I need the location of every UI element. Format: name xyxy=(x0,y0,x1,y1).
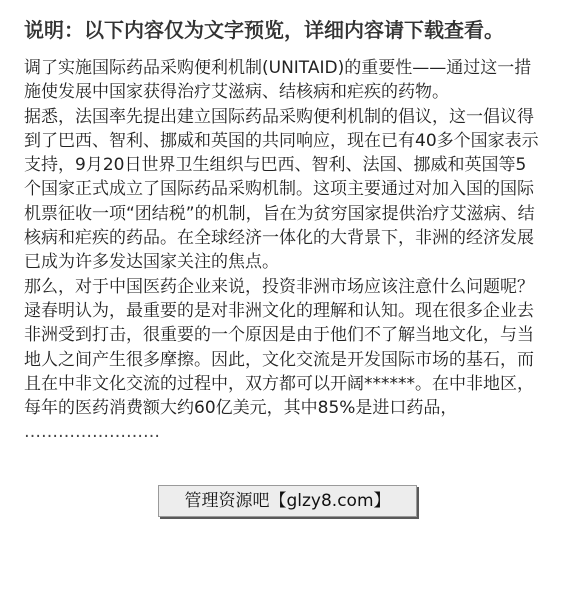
article-ellipsis: …………………… xyxy=(24,422,160,443)
article-paragraph-4: 逯春明认为，最重要的是对非洲文化的理解和认知。现在很多企业去非洲受到打击，很重要的一个原因是由于他们不了解当地文化，与当地人之间产生很多摩擦。因此，文化交流是开发国际市场的基石，而且在中非文化交流的过程中，双方都可以开阔******。在中非地区，每年的医药消费额大约60亿美元，其中85%是进口药品， xyxy=(24,300,534,419)
site-watermark-banner: 管理资源吧【glzy8.com】 xyxy=(158,485,417,517)
article-body xyxy=(24,56,542,445)
article-paragraph-1: 调了实施国际药品采购便利机制(UNITAID)的重要性——通过这一措施使发展中国家获得治疗艾滋病、结核病和疟疾的药物。 xyxy=(24,58,532,103)
preview-notice: 说明：以下内容仅为文字预览，详细内容请下载查看。 xyxy=(24,18,504,42)
article-paragraph-2: 据悉，法国率先提出建立国际药品采购便利机制的倡议，这一倡议得到了巴西、智利、挪威和英国的共同响应，现在已有40多个国家表示支持，9月20日世界卫生组织与巴西、智利、法国、挪威和英国等5个国家正式成立了国际药品采购机制。这项主要通过对加入国的国际机票征收一项“团结税”的机制，旨在为贫穷国家提供治疗艾滋病、结核病和疟疾的药品。在全球经济一体化的大背景下，非洲的经济发展已成为许多发达国家关注的焦点。 xyxy=(24,106,539,273)
article-paragraph-3: 那么，对于中国医药企业来说，投资非洲市场应该注意什么问题呢？ xyxy=(24,276,534,297)
